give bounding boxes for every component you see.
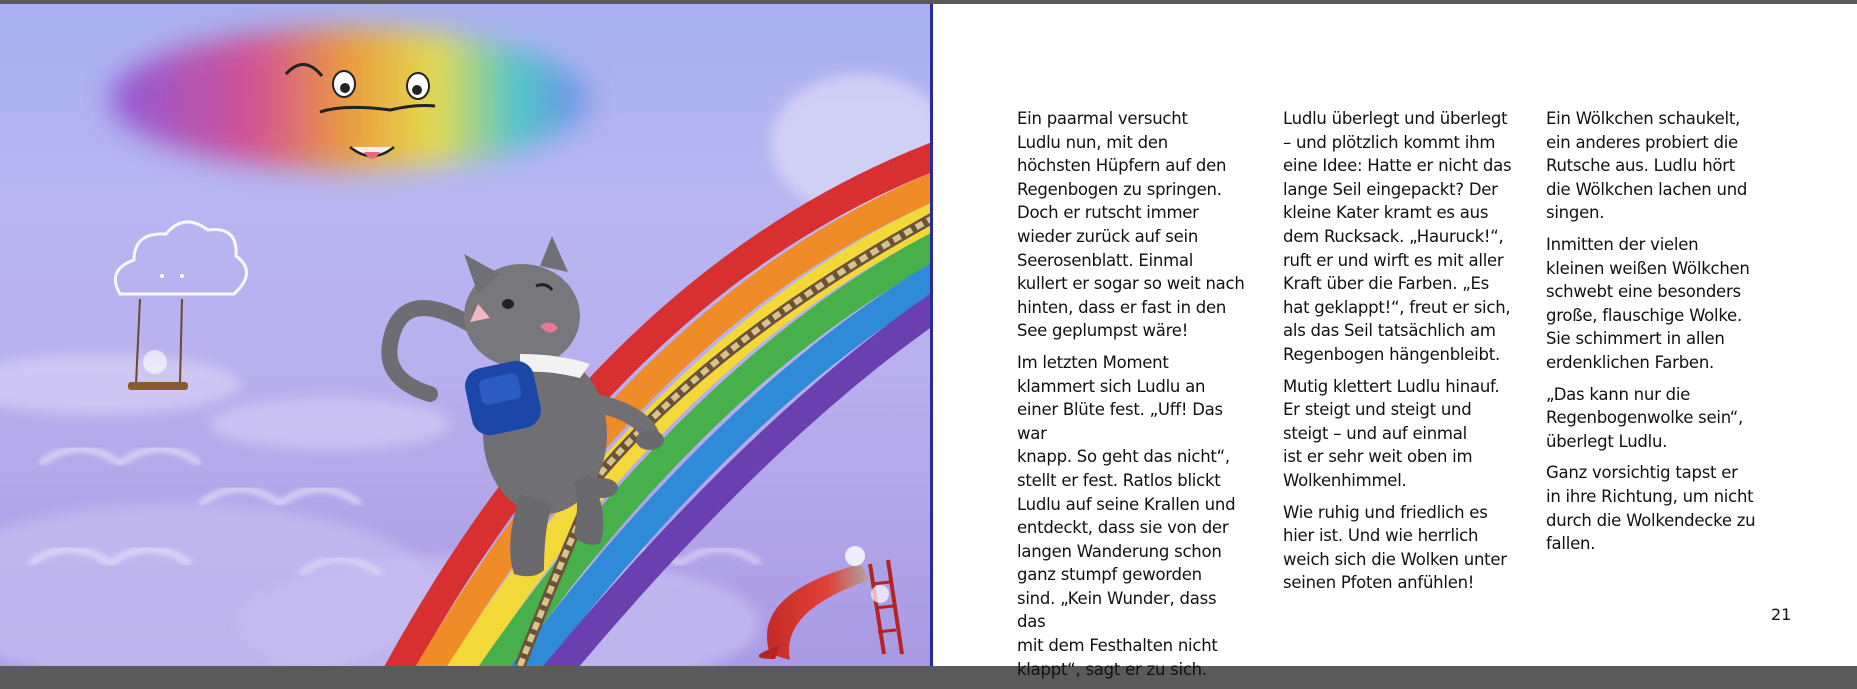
paragraph: Ludlu überlegt und überlegt – und plötzlich kommt ihm eine Idee: Hatte er nicht das lange Seil eingepackt? Der kleine Kater kramt es aus dem Rucksack. „Hauruck!“, ruft er und wirft es mit aller Kraft über die Farben. „Es hat geklappt!“, freut er sich, als das Seil tatsächlich am Regenbogen hängenbleibt. [1283, 109, 1512, 364]
illustration [0, 4, 930, 666]
text-column-1 [1017, 107, 1249, 689]
paragraph: Ganz vorsichtig tapst er in ihre Richtung, um nicht durch die Wolkendecke zu fallen. [1546, 463, 1756, 554]
paragraph: Ein paarmal versucht Ludlu nun, mit den höchsten Hüpfern auf den Regenbogen zu springen. Doch er rutscht immer wieder zurück auf sein Seerosenblatt. Einmal kullert er sogar so weit nach hinten, dass er fast in den See geplumpst wäre! [1017, 109, 1245, 341]
text-column-2 [1283, 107, 1515, 603]
rainbow-cloud-face [110, 29, 590, 169]
text-page [933, 4, 1857, 679]
paragraph: Inmitten der vielen kleinen weißen Wölkchen schwebt eine besonders große, flauschige Wolke. Sie schimmert in allen erdenklichen Farben. [1546, 234, 1750, 372]
page-number: 21 [1771, 605, 1792, 624]
cat-ludlu [389, 236, 664, 576]
paragraph: Mutig klettert Ludlu hinauf. Er steigt und steigt und steigt – und auf einmal ist er sehr weit oben im Wolkenhimmel. [1283, 376, 1500, 490]
paragraph: Wie ruhig und friedlich es hier ist. Und wie herrlich weich sich die Wolken unter seinen Pfoten anfühlen! [1283, 502, 1507, 593]
slide [759, 546, 902, 660]
paragraph: Ein Wölkchen schaukelt, ein anderes probiert die Rutsche aus. Ludlu hört die Wölkchen lachen und singen. [1546, 109, 1748, 223]
book-spread [0, 4, 1857, 679]
paragraph: „Das kann nur die Regenbogenwolke sein“, überlegt Ludlu. [1546, 384, 1744, 451]
paragraph: Im letzten Moment klammert sich Ludlu an einer Blüte fest. „Uff! Das war knapp. So geht das nicht“, stellt er fest. Ratlos blickt Ludlu auf seine Krallen und entdeckt, dass sie von der langen Wanderung schon ganz stumpf geworden sind. „Kein Wunder, dass das mit dem Festhalten nicht klappt“, sagt er zu sich. [1017, 352, 1236, 679]
illustration-page [0, 4, 930, 666]
text-column-3 [1546, 107, 1778, 564]
